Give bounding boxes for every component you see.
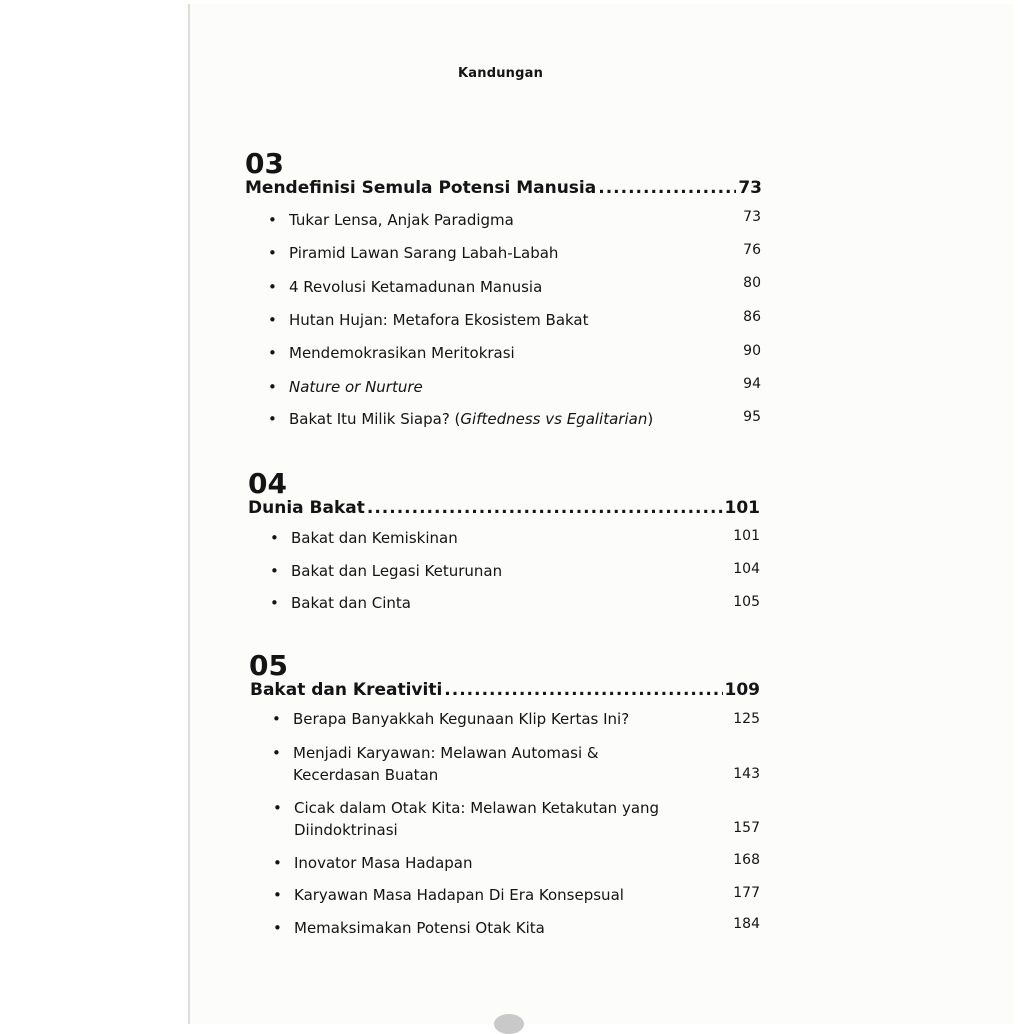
toc-item-text: Kecerdasan Buatan bbox=[293, 766, 439, 784]
toc-item-text: Cicak dalam Otak Kita: Melawan Ketakutan yang bbox=[294, 799, 660, 817]
chapter-heading bbox=[250, 680, 760, 700]
toc-item-page: 157 bbox=[733, 820, 760, 836]
toc-item-italic-text: Giftedness vs Egalitarian bbox=[460, 410, 648, 428]
bullet-icon: • bbox=[272, 710, 281, 728]
chapter-page: 73 bbox=[738, 178, 762, 198]
toc-item-text: Diindoktrinasi bbox=[294, 821, 398, 839]
toc-item-text: Menjadi Karyawan: Melawan Automasi & bbox=[293, 744, 599, 762]
toc-item-text: Piramid Lawan Sarang Labah-Labah bbox=[289, 244, 559, 262]
chapter-number: 04 bbox=[248, 467, 287, 500]
toc-item-page: 101 bbox=[733, 528, 760, 544]
bullet-icon: • bbox=[268, 410, 277, 428]
bullet-icon: • bbox=[273, 799, 282, 817]
toc-item-text: Bakat dan Legasi Keturunan bbox=[291, 562, 503, 580]
bullet-icon: • bbox=[270, 594, 279, 612]
toc-item-text: Inovator Masa Hadapan bbox=[294, 854, 473, 872]
page-bottom-mark bbox=[494, 1014, 524, 1034]
bullet-icon: • bbox=[270, 562, 279, 580]
chapter-title: Bakat dan Kreativiti bbox=[250, 680, 443, 700]
toc-item-text: 4 Revolusi Ketamadunan Manusia bbox=[289, 278, 543, 296]
bullet-icon: • bbox=[268, 378, 277, 396]
dot-leader bbox=[598, 178, 736, 198]
toc-item-page: 80 bbox=[743, 275, 761, 291]
toc-item-page: 94 bbox=[743, 376, 761, 392]
toc-item-text: Hutan Hujan: Metafora Ekosistem Bakat bbox=[289, 311, 589, 329]
bullet-icon: • bbox=[273, 886, 282, 904]
bullet-icon: • bbox=[273, 854, 282, 872]
toc-item-text: Bakat dan Cinta bbox=[291, 594, 411, 612]
chapter-page: 109 bbox=[724, 680, 760, 700]
toc-item-text: Berapa Banyakkah Kegunaan Klip Kertas Ini? bbox=[293, 710, 630, 728]
toc-item-text: Memaksimakan Potensi Otak Kita bbox=[294, 919, 545, 937]
toc-item-page: 143 bbox=[733, 766, 760, 782]
toc-item-page: 184 bbox=[733, 916, 760, 932]
toc-item-page: 177 bbox=[733, 885, 760, 901]
bullet-icon: • bbox=[268, 344, 277, 362]
toc-item-page: 168 bbox=[733, 852, 760, 868]
bullet-icon: • bbox=[268, 211, 277, 229]
chapter-page: 101 bbox=[724, 498, 760, 518]
toc-item-page: 90 bbox=[743, 343, 761, 359]
chapter-heading bbox=[248, 498, 760, 518]
toc-item-italic-text: Nature or Nurture bbox=[289, 378, 423, 396]
toc-item-page: 73 bbox=[743, 209, 761, 225]
toc-item-page: 76 bbox=[743, 242, 761, 258]
bullet-icon: • bbox=[272, 744, 281, 762]
bullet-icon: • bbox=[268, 311, 277, 329]
chapter-title: Dunia Bakat bbox=[248, 498, 365, 518]
chapter-title: Mendefinisi Semula Potensi Manusia bbox=[245, 178, 597, 198]
toc-item-text: Mendemokrasikan Meritokrasi bbox=[289, 344, 515, 362]
toc-item-page: 104 bbox=[733, 561, 760, 577]
toc-item-text: Karyawan Masa Hadapan Di Era Konsepsual bbox=[294, 886, 624, 904]
toc-item-text-part: ) bbox=[647, 410, 654, 428]
toc-item-page: 95 bbox=[743, 409, 761, 425]
toc-item-page: 125 bbox=[733, 711, 760, 727]
bullet-icon: • bbox=[268, 244, 277, 262]
toc-item-text: Bakat dan Kemiskinan bbox=[291, 529, 458, 547]
dot-leader bbox=[444, 680, 722, 700]
toc-item-text: Tukar Lensa, Anjak Paradigma bbox=[289, 211, 514, 229]
dot-leader bbox=[367, 498, 723, 518]
toc-item-text bbox=[289, 377, 423, 398]
toc-item-page: 86 bbox=[743, 309, 761, 325]
bullet-icon: • bbox=[268, 278, 277, 296]
toc-item-page: 105 bbox=[733, 594, 760, 610]
chapter-heading bbox=[245, 178, 762, 198]
toc-title: Kandungan bbox=[458, 66, 544, 81]
bullet-icon: • bbox=[270, 529, 279, 547]
chapter-number: 05 bbox=[249, 649, 288, 682]
bullet-icon: • bbox=[273, 919, 282, 937]
chapter-number: 03 bbox=[245, 147, 284, 180]
toc-item-text-part: Bakat Itu Milik Siapa? ( bbox=[289, 410, 461, 428]
toc-item-text bbox=[289, 409, 653, 430]
